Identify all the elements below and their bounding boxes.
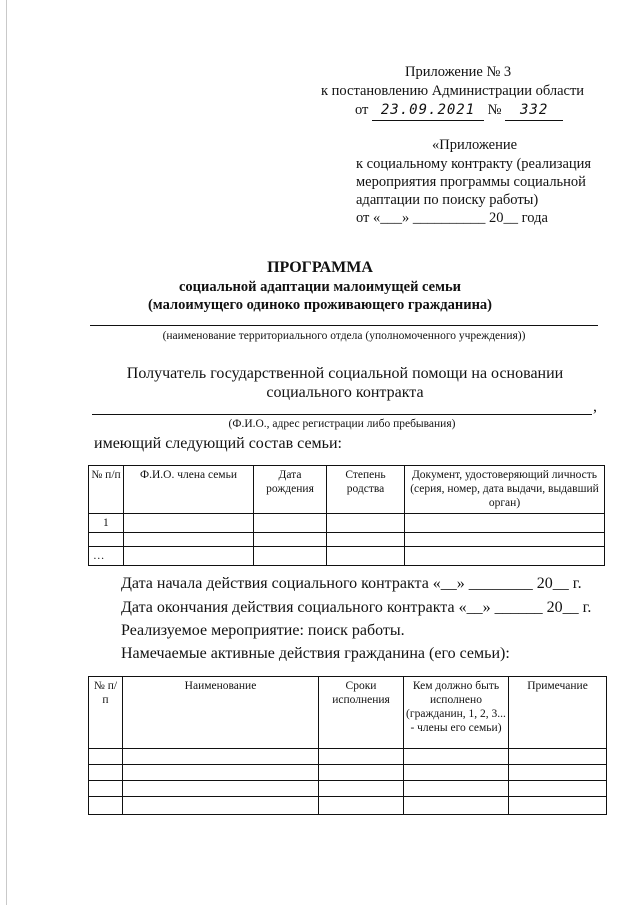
actions-table-header <box>89 677 607 749</box>
table-row <box>89 533 605 547</box>
number-label: № <box>487 102 502 118</box>
column-header: Степень родства <box>327 466 405 514</box>
appendix-date-line <box>355 101 563 121</box>
program-subtitle: (малоимущего одиноко проживающего гражданина) <box>147 297 493 313</box>
table-row <box>89 781 607 797</box>
column-header: № п/п <box>89 466 124 514</box>
column-header: № п/п <box>89 677 123 749</box>
table-row <box>89 547 605 566</box>
column-header: Сроки исполнения <box>319 677 404 749</box>
column-header: Наименование <box>123 677 319 749</box>
decree-number: 332 <box>505 101 563 121</box>
appendix-number: Приложение № 3 <box>405 64 512 80</box>
actions-intro: Намечаемые активные действия гражданина (его семьи): <box>121 645 510 662</box>
table-row <box>89 797 607 815</box>
actions-table <box>88 676 607 815</box>
annex-line: адаптации по поиску работы) <box>356 192 539 208</box>
contract-end-date: Дата окончания действия социального контракта «__» ______ 20__ г. <box>121 599 592 616</box>
program-subtitle: социальной адаптации малоимущей семьи <box>178 279 462 295</box>
recipient-blank-line <box>92 414 592 415</box>
row-number: 1 <box>89 514 124 533</box>
recipient-caption: (Ф.И.О., адрес регистрации либо пребывания) <box>228 418 456 430</box>
annex-title: «Приложение <box>432 137 518 153</box>
recipient-line: социального контракта <box>266 384 424 401</box>
column-header: Документ, удостоверяющий личность (серия, номер, дата выдачи, выдавший орган) <box>405 466 605 514</box>
column-header: Кем должно быть исполнено (гражданин, 1, 2, 3... - члены его семьи) <box>404 677 509 749</box>
from-label: от <box>355 102 369 118</box>
family-table-header <box>89 466 605 514</box>
scan-edge <box>6 0 7 905</box>
department-caption: (наименование территориального отдела (уполномоченного учреждения)) <box>162 330 526 342</box>
decree-date: 23.09.2021 <box>372 101 484 121</box>
family-table <box>88 465 605 566</box>
activity-line: Реализуемое мероприятие: поиск работы. <box>121 622 405 639</box>
annex-line: к социальному контракту (реализация <box>356 156 592 172</box>
table-row <box>89 765 607 781</box>
table-row <box>89 749 607 765</box>
family-intro: имеющий следующий состав семьи: <box>94 435 342 452</box>
program-title: ПРОГРАММА <box>267 259 373 276</box>
annex-date-line: от «___» __________ 20__ года <box>356 210 548 226</box>
table-row <box>89 514 605 533</box>
recipient-line: Получатель государственной социальной помощи на основании <box>126 365 564 382</box>
row-number <box>89 533 124 547</box>
column-header: Примечание <box>509 677 607 749</box>
department-blank-line <box>90 325 598 326</box>
annex-line: мероприятия программы социальной <box>356 174 586 190</box>
contract-start-date: Дата начала действия социального контракта «__» ________ 20__ г. <box>121 575 582 592</box>
row-number: … <box>89 547 124 566</box>
recipient-comma: , <box>593 398 597 415</box>
column-header: Дата рождения <box>254 466 327 514</box>
appendix-decree: к постановлению Администрации области <box>321 83 585 99</box>
column-header: Ф.И.О. члена семьи <box>124 466 254 514</box>
